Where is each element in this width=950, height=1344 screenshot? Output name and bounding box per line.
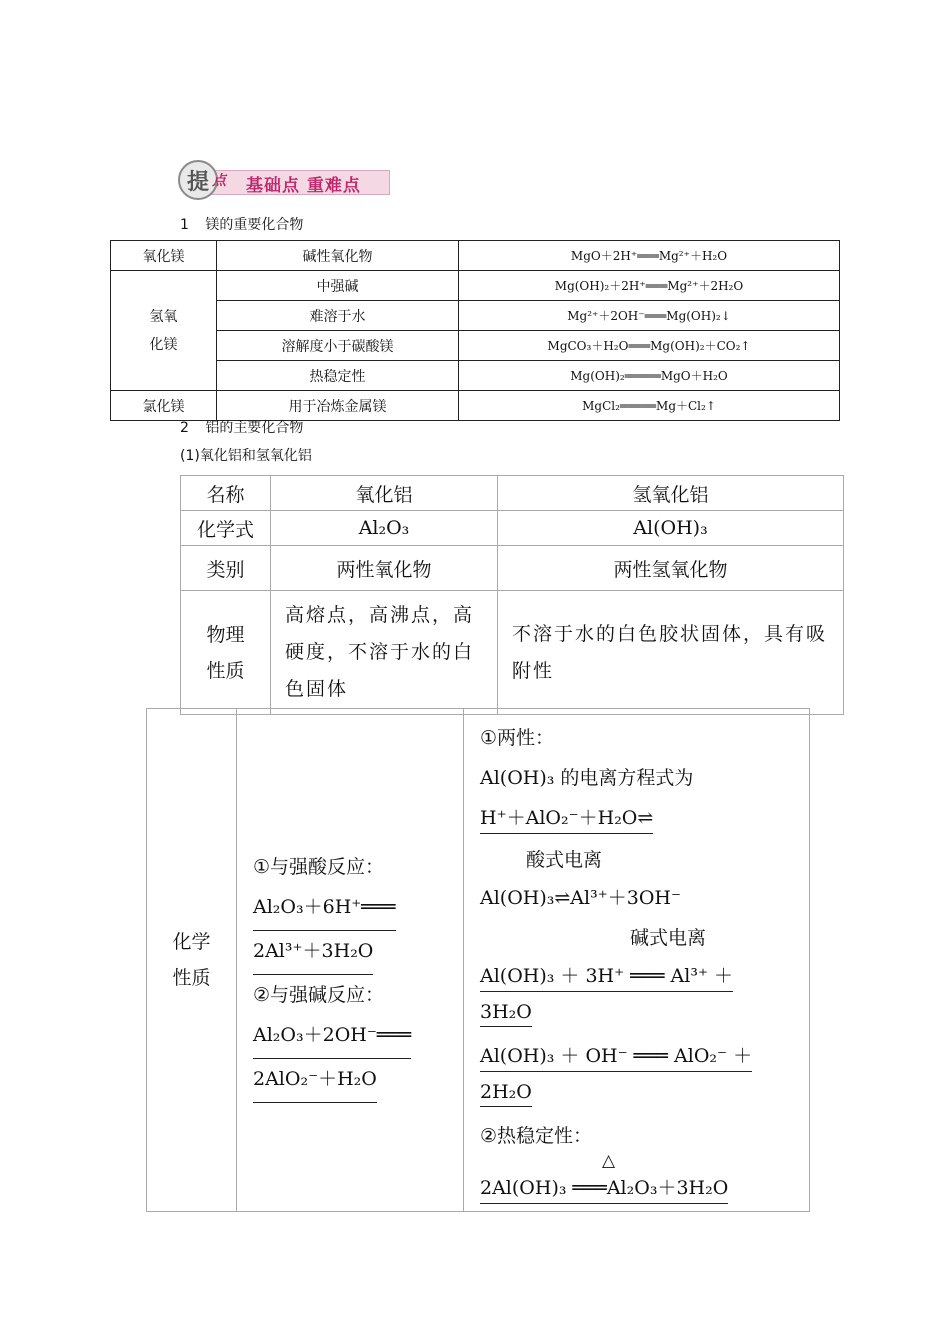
acid-reaction-part1: Al(OH)₃ ＋ 3H⁺ ═══ Al³⁺ ＋ (480, 961, 733, 992)
amphoteric-title: ①两性： (480, 727, 555, 749)
section1-number: 1 (180, 217, 189, 233)
base-reaction-part2: 2H₂O (480, 1081, 532, 1107)
aluminum-compounds-table (180, 475, 844, 715)
chemical-al2o3-cell (237, 709, 464, 1212)
compound-name-line1: 氢氧 (149, 308, 178, 325)
compound-equation: MgO＋2H⁺═══Mg²⁺＋H₂O (459, 241, 840, 271)
category-label: 类别 (181, 546, 271, 591)
chemical-label-line2: 性质 (172, 967, 211, 989)
table-row (111, 361, 840, 391)
acid-reaction-part2: 3H₂O (480, 1001, 532, 1027)
table-row (181, 476, 844, 511)
heat-symbol-icon: △ (602, 1151, 616, 1171)
table-row (181, 546, 844, 591)
compound-property: 溶解度小于碳酸镁 (217, 331, 459, 361)
acid-ionization-label: 酸式电离 (526, 849, 603, 871)
ionization-intro: Al(OH)₃ 的电离方程式为 (480, 767, 694, 789)
compound-property: 中强碱 (217, 271, 459, 301)
section2-heading (180, 417, 303, 437)
compound-equation: MgCl₂═════Mg＋Cl₂↑ (459, 391, 840, 421)
table-row (111, 301, 840, 331)
table-row (111, 331, 840, 361)
physical-al2o3: 高熔点，高沸点，高硬度，不溶于水的白色固体 (271, 591, 498, 715)
base-reaction-title: ②与强碱反应： (253, 984, 385, 1006)
compound-equation: Mg²⁺＋2OH⁻═══Mg(OH)₂↓ (459, 301, 840, 331)
header-al2o3: 氧化铝 (271, 476, 498, 511)
table-row (111, 391, 840, 421)
physical-label-line1: 物理 (206, 623, 245, 646)
banner-tag: 点 (212, 173, 226, 189)
section1-title: 镁的重要化合物 (205, 217, 304, 233)
category-aloh3: 两性氢氧化物 (498, 546, 844, 591)
magnesium-compounds-table (110, 240, 840, 421)
section1-heading (180, 214, 303, 234)
header-name: 名称 (181, 476, 271, 511)
physical-aloh3: 不溶于水的白色胶状固体，具有吸附性 (498, 591, 844, 715)
physical-label (181, 591, 271, 715)
chemical-label-line1: 化学 (172, 931, 211, 953)
base-ionization-label: 碱式电离 (630, 927, 707, 949)
thermal-equation: 2Al(OH)₃ ═══Al₂O₃＋3H₂O (480, 1173, 728, 1204)
formula-al2o3: Al₂O₃ (271, 511, 498, 546)
section-banner (178, 160, 392, 200)
table-row (111, 271, 840, 301)
section2-number: 2 (180, 420, 189, 436)
chemical-label (147, 709, 237, 1212)
section2-title: 铝的主要化合物 (205, 420, 304, 436)
acid-reaction-title: ①与强酸反应： (253, 856, 385, 878)
formula-aloh3: Al(OH)₃ (498, 511, 844, 546)
compound-name: 氧化镁 (111, 241, 217, 271)
base-equation-part1: Al₂O₃＋2OH⁻═══ (253, 1015, 411, 1059)
compound-equation: Mg(OH)₂＋2H⁺═══Mg²⁺＋2H₂O (459, 271, 840, 301)
compound-property: 用于冶炼金属镁 (217, 391, 459, 421)
table-row (111, 241, 840, 271)
table-row (147, 709, 810, 1212)
compound-name-mgoh2 (111, 271, 217, 391)
base-equation-part2: 2AlO₂⁻＋H₂O (253, 1059, 377, 1103)
base-ionization: Al(OH)₃⇌Al³⁺＋3OH⁻ (480, 887, 682, 909)
compound-property: 热稳定性 (217, 361, 459, 391)
compound-name-line2: 化镁 (149, 336, 178, 353)
base-reaction-part1: Al(OH)₃ ＋ OH⁻ ═══ AlO₂⁻ ＋ (480, 1041, 752, 1072)
chemical-aloh3-cell (464, 709, 810, 1212)
header-aloh3: 氢氧化铝 (498, 476, 844, 511)
compound-property: 碱性氧化物 (217, 241, 459, 271)
table-row (181, 591, 844, 715)
banner-title: 基础点 重难点 (246, 176, 361, 196)
formula-label: 化学式 (181, 511, 271, 546)
compound-name: 氯化镁 (111, 391, 217, 421)
table-row (181, 511, 844, 546)
physical-label-line2: 性质 (206, 659, 245, 682)
category-al2o3: 两性氧化物 (271, 546, 498, 591)
chemical-properties-table (146, 708, 810, 1212)
acid-equation-part2: 2Al³⁺＋3H₂O (253, 931, 373, 975)
acid-ionization: H⁺＋AlO₂⁻＋H₂O⇌ (480, 803, 653, 834)
compound-equation: Mg(OH)₂═════MgO＋H₂O (459, 361, 840, 391)
acid-equation-part1: Al₂O₃＋6H⁺═══ (253, 887, 396, 931)
compound-property: 难溶于水 (217, 301, 459, 331)
banner-seal-icon: 提 (178, 160, 218, 200)
section2-subheading: (1)氧化铝和氢氧化铝 (180, 448, 312, 464)
thermal-title: ②热稳定性： (480, 1125, 593, 1147)
compound-equation: MgCO₃＋H₂O═══Mg(OH)₂＋CO₂↑ (459, 331, 840, 361)
